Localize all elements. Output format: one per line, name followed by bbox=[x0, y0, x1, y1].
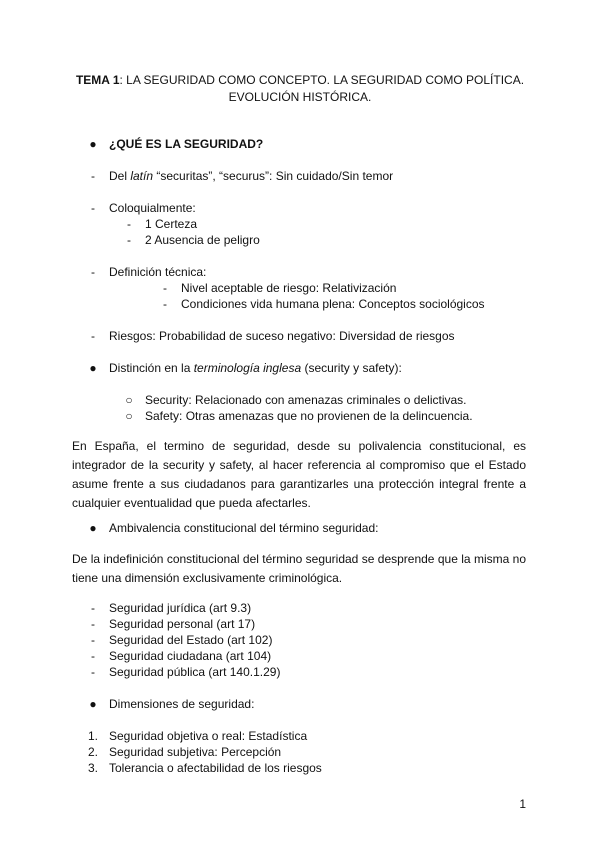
paragraph-espana: En España, el termino de seguridad, desde su polivalencia constitucional, es integrador de la security y safety, al hacer referencia al compromiso que el Estado asume frente a sus ciudadanos para garantizarles una protección integral frente a cualquier eventualidad que pueda afectarles. bbox=[72, 439, 526, 510]
sub-item-text: Safety: Otras amenazas que no provienen de la delincuencia. bbox=[145, 409, 473, 423]
list-item-text: Seguridad pública (art 140.1.29) bbox=[109, 665, 281, 679]
item-text: Seguridad objetiva o real: Estadística bbox=[109, 729, 308, 743]
sub-item-text: 2 Ausencia de peligro bbox=[145, 233, 260, 247]
ambivalencia-heading: Ambivalencia constitucional del término seguridad: bbox=[109, 521, 379, 535]
list-item-text: Seguridad del Estado (art 102) bbox=[109, 633, 273, 647]
title-rest: : LA SEGURIDAD COMO CONCEPTO. LA SEGURIDAD COMO POLÍTICA. bbox=[119, 73, 525, 87]
dash-icon: - bbox=[91, 633, 95, 647]
item-text: Tolerancia o afectabilidad de los riesgos bbox=[109, 761, 322, 775]
distincion-italic: terminología inglesa bbox=[193, 361, 302, 375]
dash-icon: - bbox=[91, 649, 95, 663]
item-number: 1. bbox=[88, 729, 99, 743]
latin-post: “securitas”, “securus”: Sin cuidado/Sin temor bbox=[153, 169, 394, 183]
list-item-text: Seguridad personal (art 17) bbox=[109, 617, 256, 631]
dash-icon: - bbox=[91, 201, 95, 215]
sub-item-text: Nivel aceptable de riesgo: Relativización bbox=[181, 281, 397, 295]
paragraph-indefinicion: De la indefinición constitucional del término seguridad se desprende que la misma no tiene una dimensión exclusivamente criminológica. bbox=[72, 552, 526, 585]
list-item-text: Seguridad ciudadana (art 104) bbox=[109, 649, 272, 663]
dash-icon: - bbox=[127, 233, 131, 247]
dimensiones-heading: Dimensiones de seguridad: bbox=[109, 697, 255, 711]
coloquial-label: Coloquialmente: bbox=[109, 201, 196, 215]
bullet-circle-icon: ○ bbox=[125, 393, 133, 407]
dash-icon: - bbox=[127, 217, 131, 231]
bullet-circle-icon: ○ bbox=[125, 409, 133, 423]
sub-item-text: Security: Relacionado con amenazas criminales o delictivas. bbox=[145, 393, 467, 407]
dash-icon: - bbox=[91, 617, 95, 631]
dash-icon: - bbox=[91, 169, 95, 183]
bullet-dot-icon: ● bbox=[89, 697, 97, 711]
sub-item-text: Condiciones vida humana plena: Conceptos sociológicos bbox=[181, 297, 485, 311]
document-title bbox=[60, 72, 540, 106]
item-number: 3. bbox=[88, 761, 99, 775]
section-heading-text: ¿QUÉ ES LA SEGURIDAD? bbox=[109, 137, 264, 151]
title-line2: EVOLUCIÓN HISTÓRICA. bbox=[228, 90, 372, 104]
page-number: 1 bbox=[519, 797, 526, 811]
latin-pre: Del bbox=[109, 169, 131, 183]
latin-text bbox=[109, 168, 393, 184]
title-bold: TEMA 1 bbox=[75, 73, 120, 87]
item-number: 2. bbox=[88, 745, 99, 759]
dash-icon: - bbox=[91, 329, 95, 343]
dash-icon: - bbox=[91, 265, 95, 279]
item-text: Seguridad subjetiva: Percepción bbox=[109, 745, 282, 759]
dash-icon: - bbox=[163, 281, 167, 295]
distincion-post: (security y safety): bbox=[301, 361, 402, 375]
tecnica-label: Definición técnica: bbox=[109, 265, 207, 279]
dash-icon: - bbox=[91, 601, 95, 615]
distincion-pre: Distinción en la bbox=[109, 361, 194, 375]
list-item-text: Seguridad jurídica (art 9.3) bbox=[109, 601, 252, 615]
dash-icon: - bbox=[91, 665, 95, 679]
bullet-dot-icon: ● bbox=[89, 137, 97, 151]
riesgos-text: Riesgos: Probabilidad de suceso negativo: Diversidad de riesgos bbox=[109, 329, 455, 343]
latin-italic: latín bbox=[130, 169, 154, 183]
distincion-text bbox=[109, 360, 402, 376]
bullet-dot-icon: ● bbox=[89, 361, 97, 375]
dash-icon: - bbox=[163, 297, 167, 311]
sub-item-text: 1 Certeza bbox=[145, 217, 198, 231]
bullet-dot-icon: ● bbox=[89, 521, 97, 535]
